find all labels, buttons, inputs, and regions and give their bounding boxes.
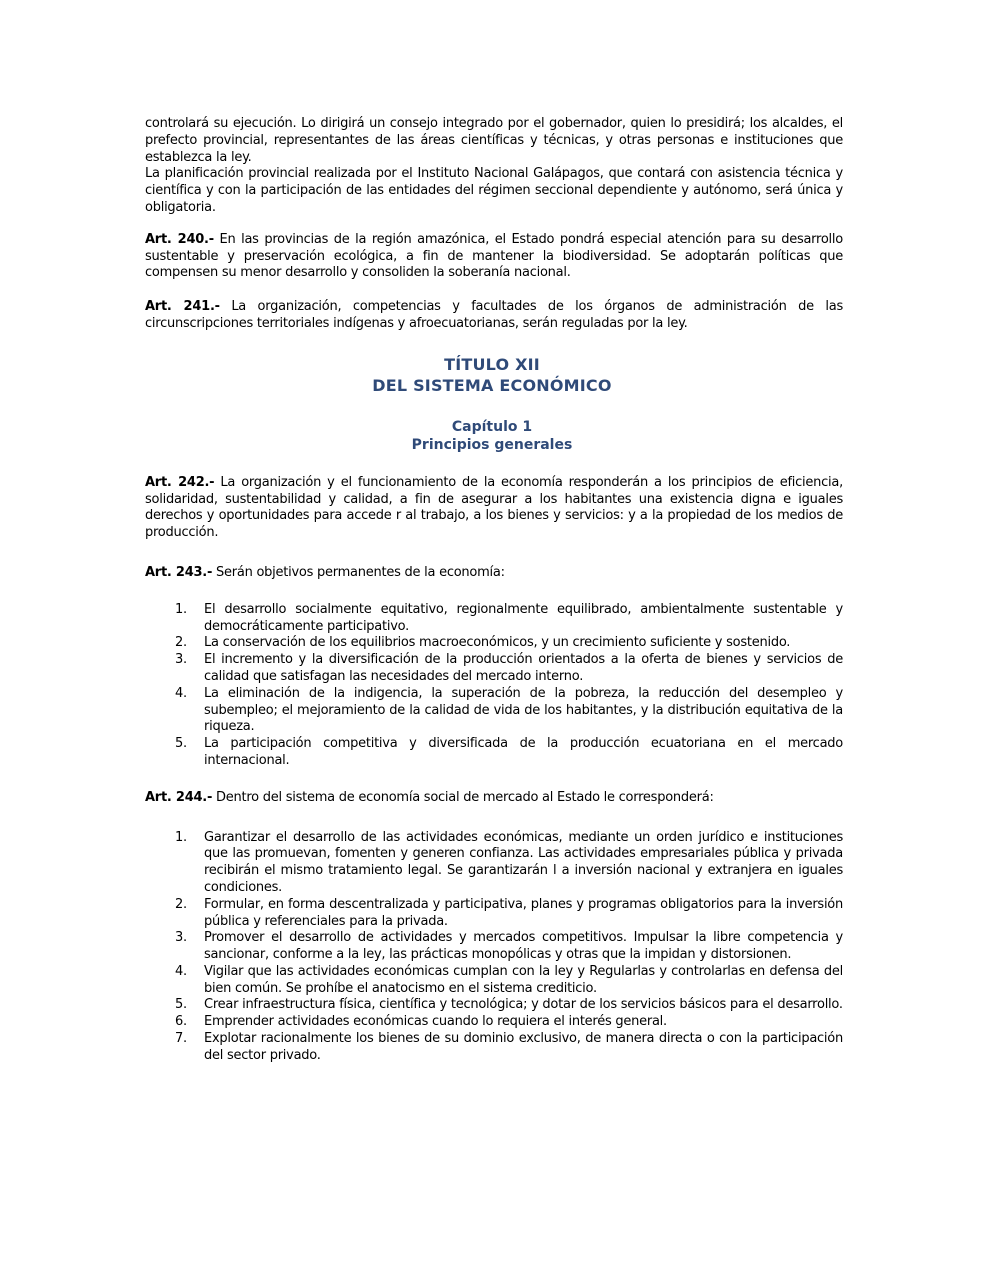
list-item <box>145 1014 843 1031</box>
article-244-list <box>145 830 843 1065</box>
article-244-number: Art. 244.- <box>145 789 213 805</box>
list-item-number: 4. <box>175 963 187 979</box>
article-241 <box>145 299 843 333</box>
chapter-subheading: Principios generales <box>411 436 573 453</box>
list-item <box>145 997 843 1014</box>
list-item <box>145 964 843 998</box>
list-item-number: 2. <box>175 635 187 651</box>
list-item-number: 6. <box>175 1014 187 1030</box>
list-item-text: Explotar racionalmente los bienes de su dominio exclusivo, de manera directa o con la participación del sector privado. <box>204 1031 843 1063</box>
list-item-text: Garantizar el desarrollo de las actividades económicas, mediante un orden jurídico e instituciones que las promuevan, fomenten y generen confianza. Las actividades empresariales pública y privada recibirán el mismo tratamiento legal. Se garantizarán l a inversión nacional y extranjera en iguales condiciones. <box>204 829 843 895</box>
article-243-text: Serán objetivos permanentes de la economía: <box>212 564 505 580</box>
list-item-number: 3. <box>175 930 187 946</box>
article-243-list <box>145 602 843 770</box>
article-240-text: En las provincias de la región amazónica, el Estado pondrá especial atención para su desarrollo sustentable y preservación ecológica, a fin de mantener la biodiversidad. Se adoptarán políticas que compensen su menor desarrollo y consoliden la soberanía nacional. <box>145 231 843 281</box>
list-item <box>145 1031 843 1065</box>
list-item-number: 1. <box>175 601 187 617</box>
list-item <box>145 686 843 736</box>
list-item <box>145 652 843 686</box>
document-page <box>145 116 843 1065</box>
list-item-number: 3. <box>175 652 187 668</box>
list-item <box>145 635 843 652</box>
list-item-text: Promover el desarrollo de actividades y mercados competitivos. Impulsar la libre competencia y sancionar, conforme a la ley, las prácticas monopólicas y otras que la impidan y distorsionen. <box>204 930 843 963</box>
list-item <box>145 897 843 931</box>
article-244 <box>145 790 843 807</box>
list-item-text: Vigilar que las actividades económicas cumplan con la ley y Regularlas y controlarlas en defensa del bien común. Se prohíbe el anatocismo en el sistema crediticio. <box>204 963 843 996</box>
title-heading: TÍTULO XII <box>444 354 540 374</box>
list-item <box>145 602 843 636</box>
article-242-number: Art. 242.- <box>145 474 215 490</box>
list-item-number: 5. <box>175 736 187 752</box>
title-subheading: DEL SISTEMA ECONÓMICO <box>372 375 612 395</box>
article-244-text: Dentro del sistema de economía social de mercado al Estado le corresponderá: <box>212 789 714 805</box>
article-243 <box>145 565 843 582</box>
list-item <box>145 736 843 770</box>
article-241-text: La organización, competencias y facultades de los órganos de administración de las circunscripciones territoriales indígenas y afroecuatorianas, serán reguladas por la ley. <box>145 299 843 331</box>
list-item <box>145 930 843 964</box>
list-item-number: 7. <box>175 1031 187 1047</box>
article-241-number: Art. 241.- <box>145 299 220 315</box>
article-242-text: La organización y el funcionamiento de la economía responderán a los principios de eficiencia, solidaridad, sustentabilidad y calidad, a fin de asegurar a los habitantes una existencia digna e iguales derechos y oportunidades para accede r al trabajo, a los bienes y servicios: y a la propiedad de los medios de producción. <box>145 474 843 541</box>
list-item-text: La eliminación de la indigencia, la superación de la pobreza, la reducción del desempleo y subempleo; el mejoramiento de la calidad de vida de los habitantes, y la distribución equitativa de la riqueza. <box>204 685 843 735</box>
chapter-heading: Capítulo 1 <box>451 418 533 435</box>
list-item-text: El incremento y la diversificación de la producción orientados a la oferta de bienes y servicios de calidad que satisfagan las necesidades del mercado interno. <box>204 652 843 684</box>
list-item-text: El desarrollo socialmente equitativo, regionalmente equilibrado, ambientalmente sustentable y democráticamente participativo. <box>204 601 843 634</box>
list-item-number: 4. <box>175 685 187 701</box>
list-item-number: 1. <box>175 829 187 845</box>
list-item-text: La participación competitiva y diversificada de la producción ecuatoriana en el mercado internacional. <box>204 736 843 768</box>
list-item-number: 5. <box>175 997 187 1013</box>
list-item-text: Emprender actividades económicas cuando lo requiera el interés general. <box>204 1014 667 1030</box>
article-240-number: Art. 240.- <box>145 231 214 247</box>
intro-paragraph-2: La planificación provincial realizada por el Instituto Nacional Galápagos, que contará con asistencia técnica y científica y con la participación de las entidades del régimen seccional dependiente y autónomo, será única y obligatoria. <box>145 166 843 215</box>
article-240 <box>145 232 843 282</box>
article-243-number: Art. 243.- <box>145 564 213 580</box>
list-item-number: 2. <box>175 896 187 912</box>
list-item-text: Formular, en forma descentralizada y participativa, planes y programas obligatorios para la inversión pública y referenciales para la privada. <box>204 896 843 929</box>
intro-paragraph-1: controlará su ejecución. Lo dirigirá un consejo integrado por el gobernador, quien lo presidirá; los alcaldes, el prefecto provincial, representantes de las áreas científicas y técnicas, y otras personas e instituciones que establezca la ley. <box>145 116 843 165</box>
list-item-text: La conservación de los equilibrios macroeconómicos, y un crecimiento suficiente y sostenido. <box>204 635 791 651</box>
list-item <box>145 830 843 897</box>
article-242 <box>145 475 843 542</box>
list-item-text: Crear infraestructura física, científica y tecnológica; y dotar de los servicios básicos para el desarrollo. <box>204 997 843 1013</box>
